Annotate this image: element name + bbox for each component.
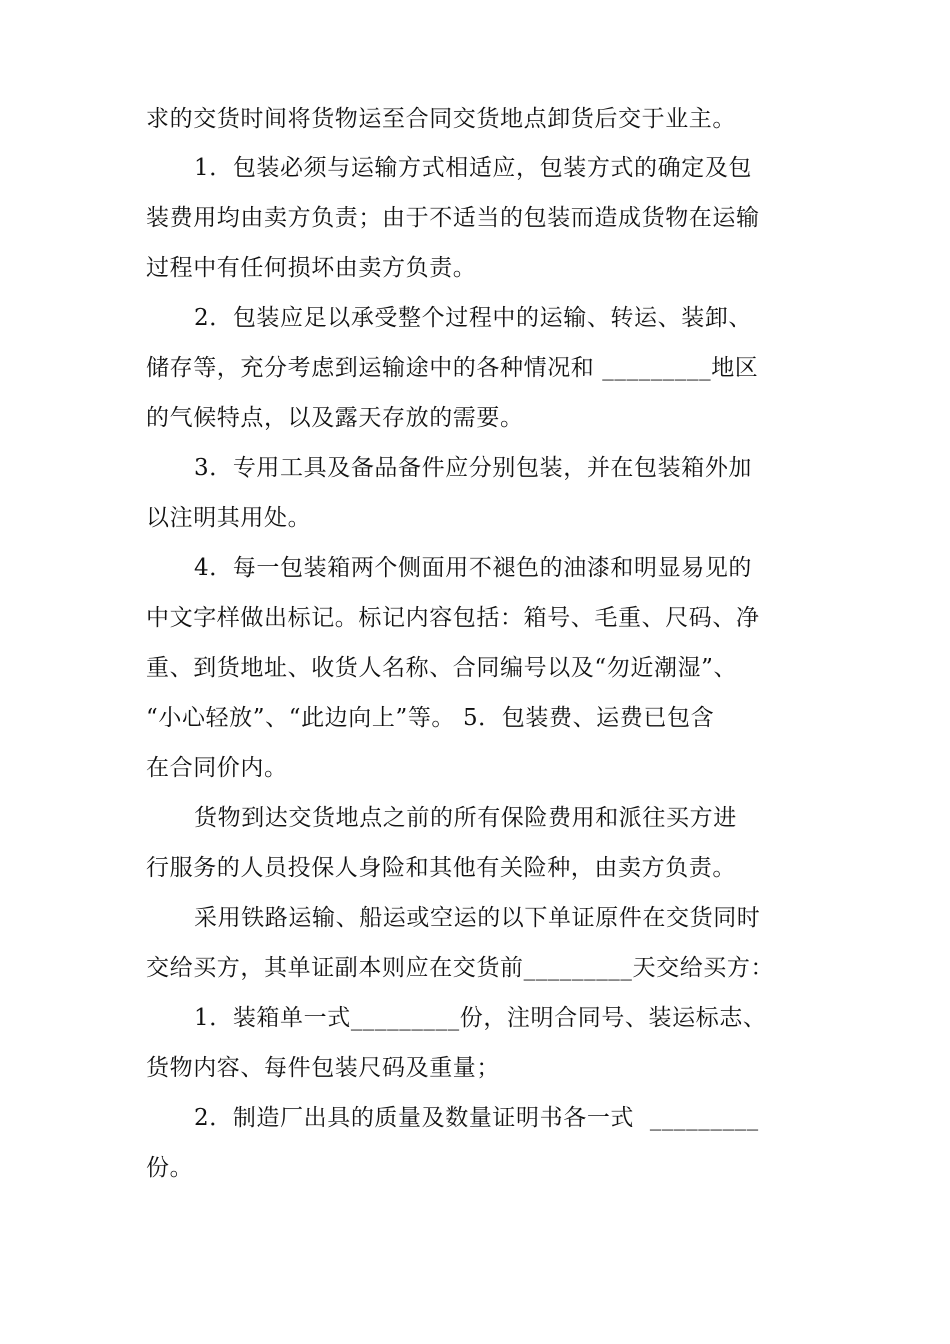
text-line: 装费用均由卖方负责；由于不适当的包装而造成货物在运输 [146,205,760,231]
text-line: 2．包装应足以承受整个过程中的运输、转运、装卸、 [194,305,753,331]
text-line: 储存等，充分考虑到运输途中的各种情况和 _________地区 [146,355,759,381]
text-line: 采用铁路运输、船运或空运的以下单证原件在交货同时 [194,905,761,931]
text-line: 行服务的人员投保人身险和其他有关险种，由卖方负责。 [146,855,736,881]
text-line: 在合同价内。 [146,755,288,781]
text-line: 以注明其用处。 [146,505,312,531]
text-line: 交给买方，其单证副本则应在交货前_________天交给买方： [146,955,775,981]
text-line: 1．包装必须与运输方式相适应，包装方式的确定及包 [194,155,753,181]
text-line: 3．专用工具及备品备件应分别包装，并在包装箱外加 [194,455,753,481]
text-line: 1．装箱单一式_________份，注明合同号、装运标志、 [194,1005,767,1031]
text-line: 重、到货地址、收货人名称、合同编号以及“勿近潮湿”、 [146,655,738,681]
text-line: 4．每一包装箱两个侧面用不褪色的油漆和明显易见的 [194,555,753,581]
text-line: 过程中有任何损坏由卖方负责。 [146,255,477,281]
text-line: “小心轻放”、“此边向上”等。 5．包装费、运费已包含 [146,705,715,731]
text-line: 货物内容、每件包装尺码及重量； [146,1055,500,1081]
text-line: 2．制造厂出具的质量及数量证明书各一式 _________ [194,1105,759,1131]
text-line: 中文字样做出标记。标记内容包括：箱号、毛重、尺码、净 [146,605,760,631]
text-line: 货物到达交货地点之前的所有保险费用和派往买方进 [194,805,737,831]
text-line: 求的交货时间将货物运至合同交货地点卸货后交于业主。 [146,106,736,132]
text-line: 的气候特点，以及露天存放的需要。 [146,405,524,431]
text-line: 份。 [146,1155,194,1181]
